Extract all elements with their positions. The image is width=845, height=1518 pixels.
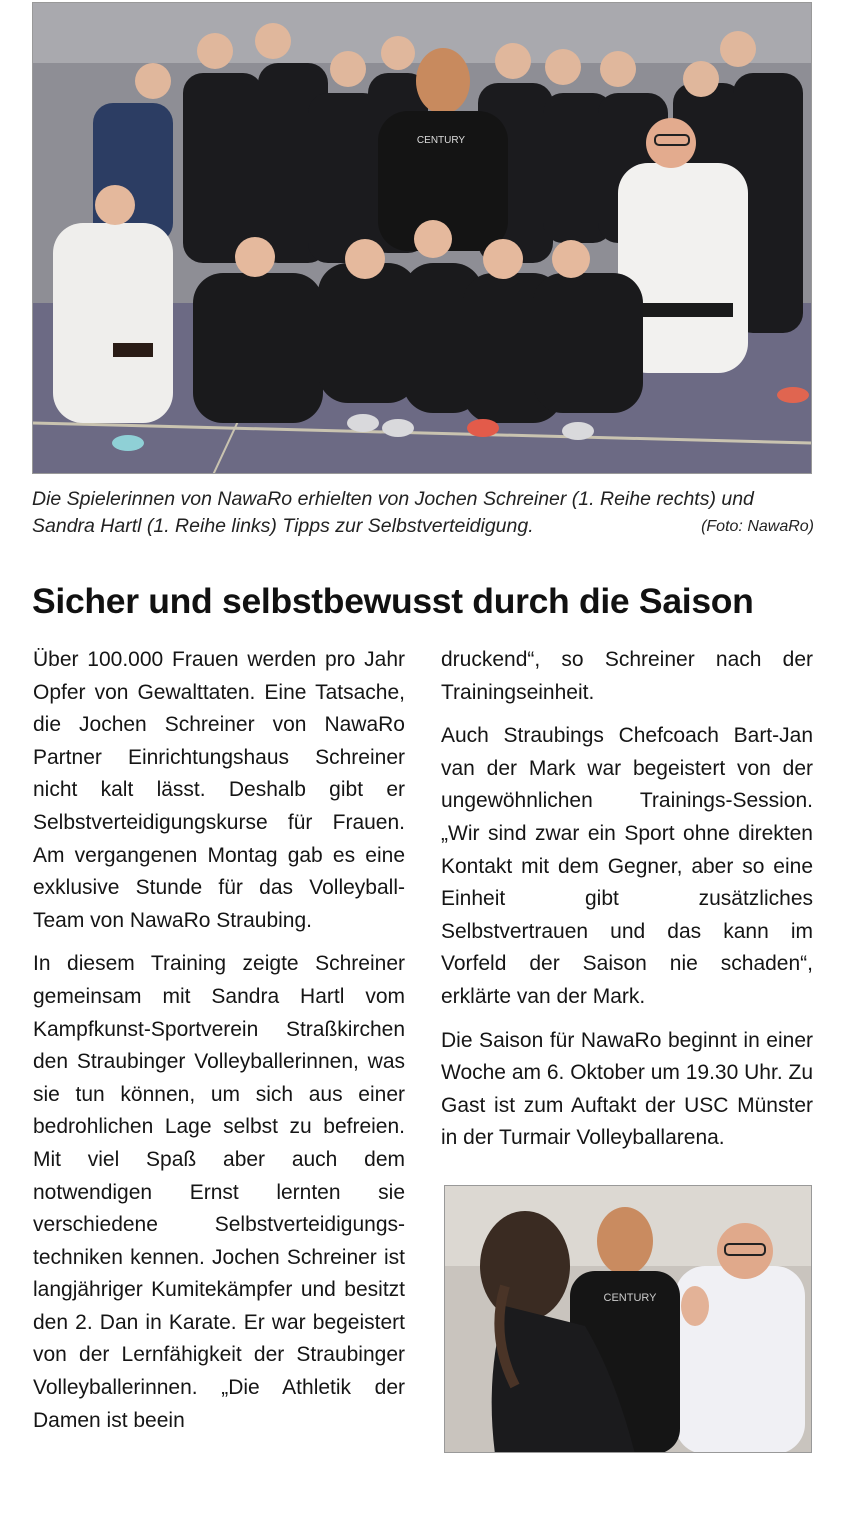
team-photo-illustration [33,3,812,474]
dummy-brand-label: CENTURY [603,1292,657,1304]
team-photo [32,2,812,474]
paragraph: Über 100.000 Frauen werden pro Jahr Opfer von Gewalttaten. Eine Tatsache, die Jochen Schreiner von NawaRo Partner Einrichtungshaus Schreiner nicht kalt lässt. Deshalb gibt er Selbstverteidigungskurse für Frauen. Am vergangenen Montag gab es eine exklusive Stunde für das Volleyball-Team von NawaRo Straubing. [33,648,405,932]
article-headline: Sicher und selbstbewusst durch die Saison [32,581,754,621]
training-photo [444,1185,812,1453]
paragraph: Auch Straubings Chefcoach Bart-Jan van der Mark war begeistert von der ungewöhnlichen Trainings-Session. „Wir sind zwar ein Sport ohne direkten Kontakt mit dem Gegner, aber so eine Einheit gibt zusätzliches Selbstvertrauen und das kann im Vorfeld der Saison nie schaden“, erklärte van der Mark. [441,724,813,1008]
article-right-column [441,644,813,1166]
dummy-brand-label: CENTURY [416,135,466,146]
caption-text: Die Spielerinnen von NawaRo erhielten von Jochen Schreiner (1. Reihe rechts) und Sandra Hartl (1. Reihe links) Tipps zur Selbstverteidigung. [32,488,754,537]
article-left-column [33,644,405,1448]
training-photo-illustration [445,1186,812,1453]
paragraph: Die Saison für NawaRo beginnt in einer Woche am 6. Oktober um 19.30 Uhr. Zu Gast ist zum Auftakt der USC Münster in der Turmair Volleyballarena. [441,1028,813,1150]
paragraph: druckend“, so Schreiner nach der Trainingseinheit. [441,648,813,704]
photo-caption [32,486,814,540]
paragraph: In diesem Training zeigte Schreiner gemeinsam mit Sandra Hartl vom Kampfkunst-Sportverein Straßkirchen den Straubinger Volleyballerinnen, was sie tun können, um sich aus einer bedrohlichen Lage selbst zu befreien. Mit viel Spaß aber auch dem notwendigen Ernst lernten sie verschiedene Selbstverteidigungstechniken kennen. Jochen Schreiner ist langjähriger Kumitekämpfer und besitzt den 2. Dan in Karate. Er war begeistert von der Lernfähigkeit der Straubinger Volleyballerinnen. „Die Athletik der Damen ist beein [33,952,405,1432]
photo-credit: (Foto: NawaRo) [701,518,814,535]
